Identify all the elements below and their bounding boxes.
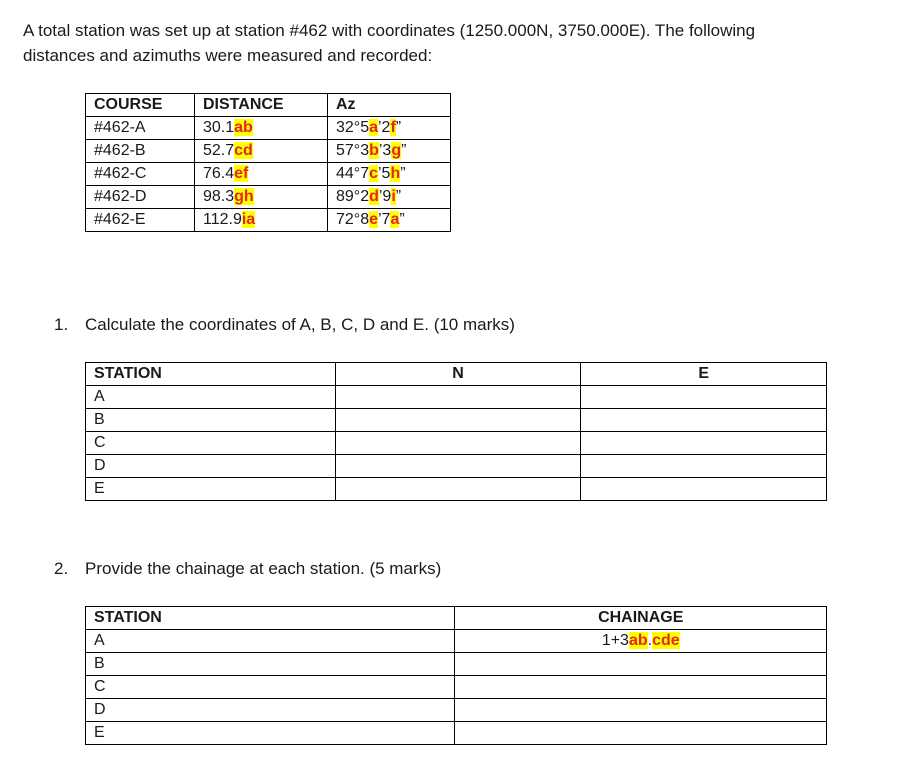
azimuth-cell	[328, 140, 451, 163]
chainage-variable: cde	[652, 632, 680, 649]
northing-answer-cell[interactable]	[335, 432, 581, 455]
measurements-header-row	[86, 94, 451, 117]
azimuth-text: 89°2	[336, 188, 370, 205]
northing-answer-cell[interactable]	[335, 386, 581, 409]
chainage-variable: ab	[628, 632, 648, 649]
easting-answer-cell[interactable]	[581, 409, 827, 432]
easting-answer-cell[interactable]	[581, 432, 827, 455]
coordinates-row	[86, 478, 827, 501]
station-cell: C	[86, 676, 455, 699]
easting-answer-cell[interactable]	[581, 386, 827, 409]
distance-cell	[195, 140, 328, 163]
problem-statement	[23, 18, 813, 68]
course-cell: #462-D	[86, 186, 195, 209]
azimuth-text: 32°5	[336, 119, 370, 136]
azimuth-text: 57°3	[336, 142, 370, 159]
measurement-row	[86, 209, 451, 232]
azimuth-text: ”	[401, 142, 407, 159]
azimuth-text: ”	[400, 165, 406, 182]
course-cell: #462-B	[86, 140, 195, 163]
chainage-answer-cell	[455, 630, 827, 653]
distance-variable: cd	[234, 142, 253, 159]
station-cell: B	[86, 653, 455, 676]
azimuth-cell	[328, 209, 451, 232]
coordinates-header-row	[86, 363, 827, 386]
azimuth-variable: i	[391, 188, 396, 205]
chainage-header-row	[86, 607, 827, 630]
station-cell: E	[86, 478, 336, 501]
chainage-row	[86, 722, 827, 745]
chainage-answer-cell[interactable]	[455, 676, 827, 699]
azimuth-text: ’5	[378, 165, 391, 182]
station-cell: B	[86, 409, 336, 432]
chainage-row	[86, 630, 827, 653]
chainage-table	[85, 606, 827, 745]
azimuth-variable: a	[369, 119, 378, 136]
azimuth-text: ’9	[378, 188, 392, 205]
azimuth-variable: e	[369, 211, 378, 228]
azimuth-text: ”	[395, 119, 402, 136]
azimuth-variable: c	[369, 165, 378, 182]
measurements-table	[85, 93, 451, 232]
header-easting: E	[581, 363, 827, 386]
azimuth-cell	[328, 186, 451, 209]
distance-base: 76.4	[203, 165, 235, 182]
coordinates-table	[85, 362, 827, 501]
intro-line-1: A total station was set up at station #462 with coordinates (1250.000N, 3750.000E). The following	[23, 21, 756, 40]
coordinates-row	[86, 432, 827, 455]
northing-answer-cell[interactable]	[335, 478, 581, 501]
distance-cell	[195, 163, 328, 186]
azimuth-variable: d	[369, 188, 379, 205]
easting-answer-cell[interactable]	[581, 478, 827, 501]
azimuth-variable: a	[390, 211, 400, 228]
distance-variable: ab	[234, 119, 253, 136]
coordinates-row	[86, 386, 827, 409]
distance-cell	[195, 117, 328, 140]
measurement-row	[86, 140, 451, 163]
chainage-text: 1+3	[601, 632, 629, 649]
measurement-row	[86, 163, 451, 186]
coordinates-row	[86, 455, 827, 478]
course-cell: #462-A	[86, 117, 195, 140]
azimuth-text: 44°7	[336, 165, 370, 182]
course-cell: #462-E	[86, 209, 195, 232]
distance-base: 98.3	[203, 188, 235, 205]
measurement-row	[86, 117, 451, 140]
easting-answer-cell[interactable]	[581, 455, 827, 478]
header-distance: DISTANCE	[195, 94, 328, 117]
header-azimuth: Az	[328, 94, 451, 117]
distance-base: 112.9	[203, 211, 242, 228]
station-cell: A	[86, 386, 336, 409]
azimuth-variable: h	[390, 165, 401, 182]
distance-base: 52.7	[203, 142, 235, 159]
azimuth-text: ”	[395, 188, 402, 205]
header-station: STATION	[86, 363, 336, 386]
chainage-row	[86, 699, 827, 722]
distance-cell	[195, 186, 328, 209]
question-1-number: 1.	[54, 315, 69, 334]
station-cell: A	[86, 630, 455, 653]
station-cell: E	[86, 722, 455, 745]
azimuth-variable: g	[391, 142, 402, 159]
question-2-number: 2.	[54, 559, 69, 578]
azimuth-text: 72°8	[336, 211, 370, 228]
chainage-row	[86, 653, 827, 676]
chainage-answer-cell[interactable]	[455, 653, 827, 676]
intro-line-2: distances and azimuths were measured and recorded:	[23, 46, 433, 65]
distance-base: 30.1	[203, 119, 235, 136]
northing-answer-cell[interactable]	[335, 455, 581, 478]
station-cell: C	[86, 432, 336, 455]
course-cell: #462-C	[86, 163, 195, 186]
azimuth-cell	[328, 117, 451, 140]
azimuth-text: ”	[399, 211, 405, 228]
chainage-text: .	[647, 632, 653, 649]
station-cell: D	[86, 699, 455, 722]
distance-variable: gh	[234, 188, 254, 205]
azimuth-variable: b	[369, 142, 379, 159]
azimuth-text: ’3	[378, 142, 392, 159]
distance-cell	[195, 209, 328, 232]
header-station: STATION	[86, 607, 455, 630]
distance-variable: ef	[234, 165, 249, 182]
chainage-answer-cell[interactable]	[455, 722, 827, 745]
station-cell: D	[86, 455, 336, 478]
header-northing: N	[335, 363, 581, 386]
header-course: COURSE	[86, 94, 195, 117]
azimuth-text: ’7	[378, 211, 391, 228]
question-1-text: Calculate the coordinates of A, B, C, D and E. (10 marks)	[85, 315, 515, 334]
header-chainage: CHAINAGE	[455, 607, 827, 630]
chainage-row	[86, 676, 827, 699]
question-2-text: Provide the chainage at each station. (5 marks)	[85, 559, 442, 578]
azimuth-cell	[328, 163, 451, 186]
measurement-row	[86, 186, 451, 209]
azimuth-variable: f	[390, 119, 396, 136]
coordinates-row	[86, 409, 827, 432]
azimuth-text: ’2	[378, 119, 391, 136]
chainage-answer-cell[interactable]	[455, 699, 827, 722]
distance-variable: ia	[241, 211, 256, 228]
northing-answer-cell[interactable]	[335, 409, 581, 432]
